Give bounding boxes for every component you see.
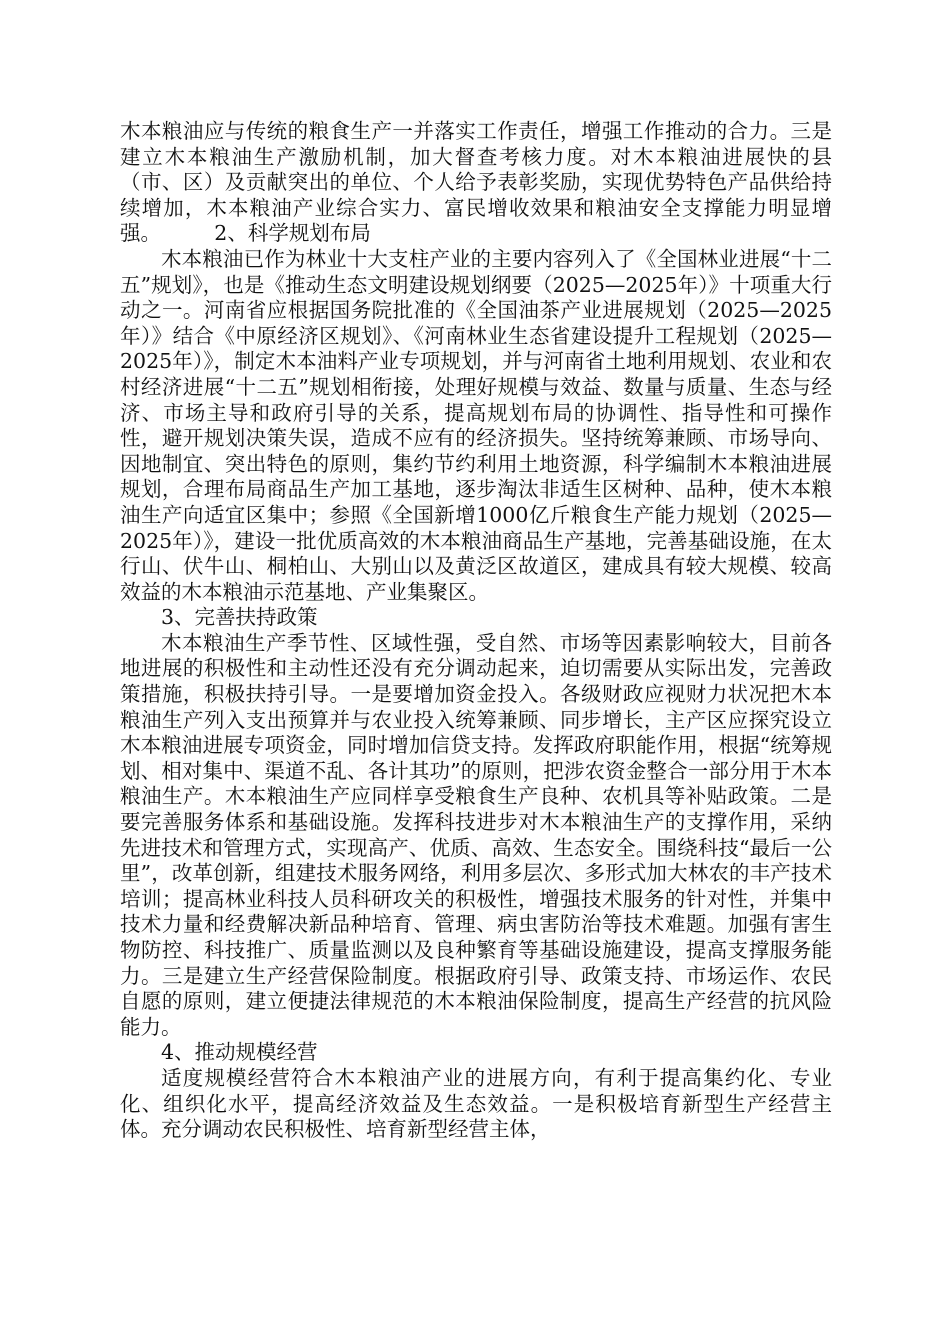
body-paragraph-1 [120, 119, 832, 247]
body-paragraph-4: 适度规模经营符合木本粮油产业的进展方向，有利于提高集约化、专业化、组织化水平，提高经济效益及生态效益。一是积极培育新型生产经营主体。充分调动农民积极性、培育新型经营主体， [120, 1065, 832, 1142]
section-heading-4: 4、推动规模经营 [161, 1040, 318, 1065]
section-heading-2: 2、科学规划布局 [214, 221, 371, 246]
paragraph-1-text: 木本粮油应与传统的粮食生产一并落实工作责任，增强工作推动的合力。三是建立木本粮油生产激励机制，加大督查考核力度。对木本粮油进展快的县（市、区）及贡献突出的单位、个人给予表彰奖励，实现优势特色产品供给持续增加，木本粮油产业综合实力、富民增收效果和粮油安全支撑能力明显增强。 [120, 119, 832, 246]
body-paragraph-3: 木本粮油生产季节性、区域性强，受自然、市场等因素影响较大，目前各地进展的积极性和主动性还没有充分调动起来，迫切需要从实际出发，完善政策措施，积极扶持引导。一是要增加资金投入。各级财政应视财力状况把木本粮油生产列入支出预算并与农业投入统筹兼顾、同步增长，主产区应探究设立木本粮油进展专项资金，同时增加信贷支持。发挥政府职能作用，根据“统筹规划、相对集中、渠道不乱、各计其功”的原则，把涉农资金整合一部分用于木本粮油生产。木本粮油生产应同样享受粮食生产良种、农机具等补贴政策。二是要完善服务体系和基础设施。发挥科技进步对木本粮油生产的支撑作用，采纳先进技术和管理方式，实现高产、优质、高效、生态安全。围绕科技“最后一公里”，改革创新，组建技术服务网络，利用多层次、多形式加大林农的丰产技术培训；提高林业科技人员科研攻关的积极性，增强技术服务的针对性，并集中技术力量和经费解决新品种培育、管理、病虫害防治等技术难题。加强有害生物防控、科技推广、质量监测以及良种繁育等基础设施建设，提高支撑服务能力。三是建立生产经营保险制度。根据政府引导、政策支持、市场运作、农民自愿的原则，建立便捷法律规范的木本粮油保险制度，提高生产经营的抗风险能力。 [120, 630, 832, 1039]
body-paragraph-2: 木本粮油已作为林业十大支柱产业的主要内容列入了《全国林业进展“十二五”规划》，也是《推动生态文明建设规划纲要（2025—2025年）》十项重大行动之一。河南省应根据国务院批准的《全国油茶产业进展规划（2025—2025年）》结合《中原经济区规划》、《河南林业生态省建设提升工程规划（2025—2025年）》，制定木本油料产业专项规划，并与河南省土地利用规划、农业和农村经济进展“十二五”规划相衔接，处理好规模与效益、数量与质量、生态与经济、市场主导和政府引导的关系，提高规划布局的协调性、指导性和可操作性，避开规划决策失误，造成不应有的经济损失。坚持统筹兼顾、市场导向、因地制宜、突出特色的原则，集约节约利用土地资源，科学编制木本粮油进展规划，合理布局商品生产加工基地，逐步淘汰非适生区树种、品种，使木本粮油生产向适宜区集中；参照《全国新增1000亿斤粮食生产能力规划（2025—2025年）》，建设一批优质高效的木本粮油商品生产基地，完善基础设施，在太行山、伏牛山、桐柏山、大别山以及黄泛区故道区，建成具有较大规模、较高效益的木本粮油示范基地、产业集聚区。 [120, 246, 832, 604]
document-page [120, 119, 832, 1143]
section-heading-3: 3、完善扶持政策 [161, 605, 318, 630]
